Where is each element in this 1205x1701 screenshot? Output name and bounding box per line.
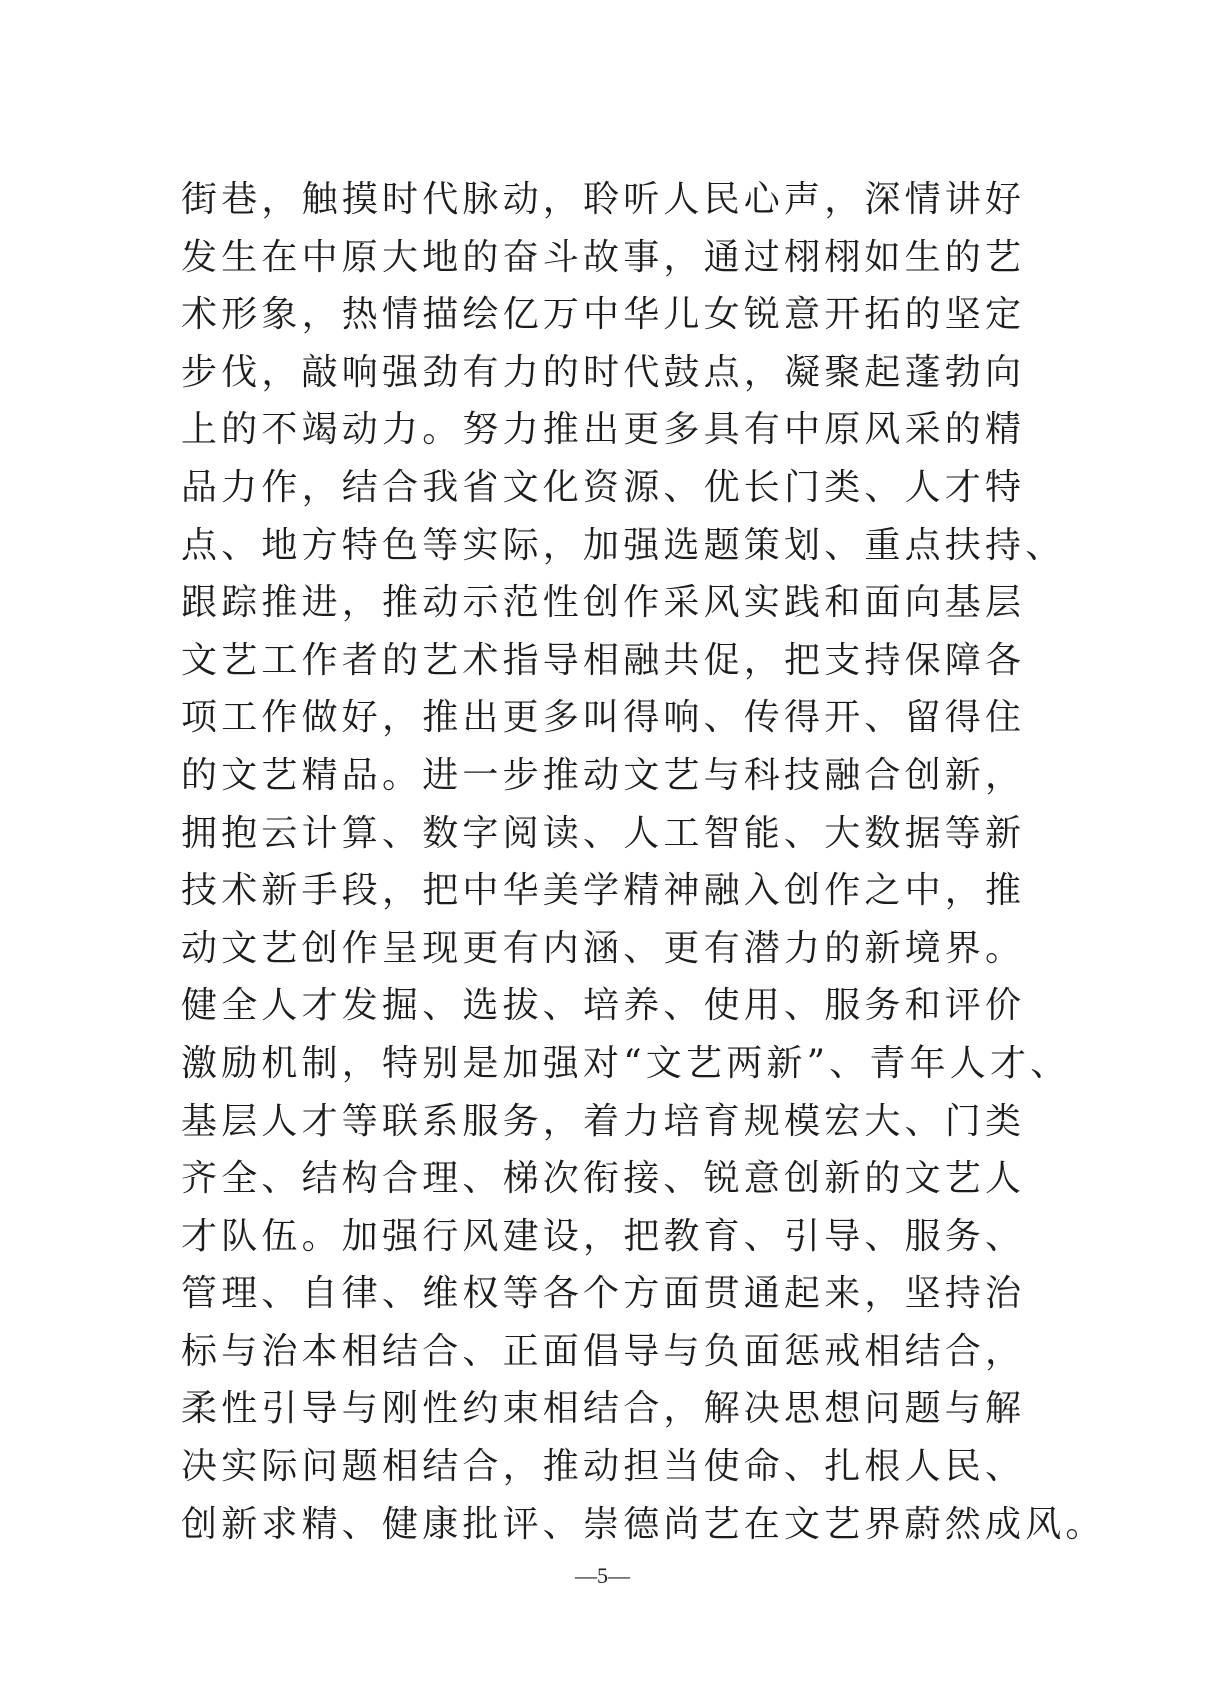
- text-line: 拥抱云计算、数字阅读、人工智能、大数据等新: [181, 812, 1026, 854]
- text-line: 点、地方特色等实际，加强选题策划、重点扶持、: [181, 524, 1066, 566]
- text-line: 项工作做好，推出更多叫得响、传得开、留得住: [181, 697, 1026, 739]
- text-line: 上的不竭动力。努力推出更多具有中原风采的精: [181, 409, 1026, 451]
- text-line: 发生在中原大地的奋斗故事，通过栩栩如生的艺: [181, 236, 1026, 278]
- text-line: 技术新手段，把中华美学精神融入创作之中，推: [181, 870, 1026, 912]
- text-line: 跟踪推进，推动示范性创作采风实践和面向基层: [181, 582, 1026, 624]
- text-line: 街巷，触摸时代脉动，聆听人民心声，深情讲好: [181, 179, 1026, 220]
- body-text: [181, 171, 1106, 1553]
- text-line: 品力作，结合我省文化资源、优长门类、人才特: [181, 466, 1026, 508]
- text-line: 决实际问题相结合，推动担当使命、扎根人民、: [181, 1446, 1026, 1488]
- text-line: 术形象，热情描绘亿万中华儿女锐意开拓的坚定: [181, 294, 1026, 336]
- text-line: 激励机制，特别是加强对“文艺两新”、青年人才、: [181, 1042, 1071, 1084]
- text-line: 健全人才发掘、选拔、培养、使用、服务和评价: [181, 985, 1026, 1027]
- text-line: 标与治本相结合、正面倡导与负面惩戒相结合，: [181, 1330, 1026, 1372]
- text-line: 基层人才等联系服务，着力培育规模宏大、门类: [181, 1100, 1026, 1142]
- page-number: —5—: [575, 1563, 630, 1588]
- text-line: 管理、自律、维权等各个方面贯通起来，坚持治: [181, 1273, 1026, 1315]
- text-line: 齐全、结构合理、梯次衔接、锐意创新的文艺人: [181, 1158, 1026, 1200]
- text-line: 才队伍。加强行风建设，把教育、引导、服务、: [181, 1215, 1026, 1257]
- text-line: 的文艺精品。进一步推动文艺与科技融合创新，: [181, 754, 1026, 796]
- text-line: 创新求精、健康批评、崇德尚艺在文艺界蔚然成风。: [181, 1503, 1106, 1545]
- text-line: 步伐，敲响强劲有力的时代鼓点，凝聚起蓬勃向: [181, 351, 1026, 393]
- text-line: 文艺工作者的艺术指导相融共促，把支持保障各: [181, 639, 1026, 681]
- text-line: 柔性引导与刚性约束相结合，解决思想问题与解: [181, 1388, 1026, 1430]
- text-line: 动文艺创作呈现更有内涵、更有潜力的新境界。: [181, 927, 1026, 969]
